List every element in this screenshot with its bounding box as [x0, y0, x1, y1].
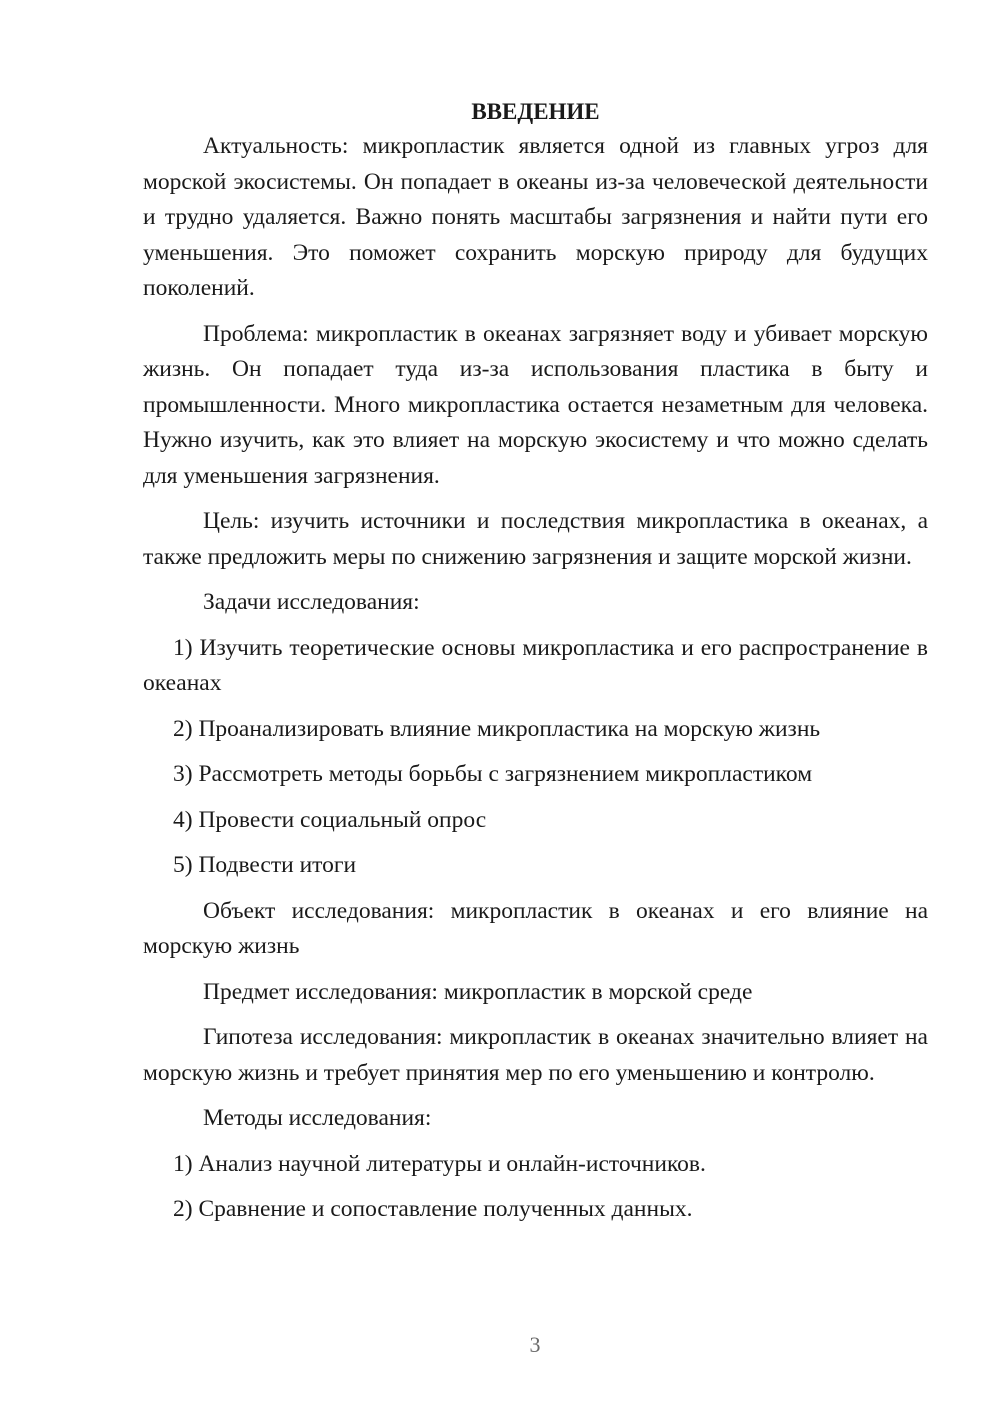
page-number: 3: [529, 1332, 541, 1357]
task-item-4: 4) Провести социальный опрос: [173, 806, 487, 833]
section-title: ВВЕДЕНИЕ: [471, 99, 600, 124]
object-paragraph: Объект исследования: микропластик в океанах и его влияние на морскую жизнь: [143, 897, 928, 959]
task-item-3: 3) Рассмотреть методы борьбы с загрязнением микропластиком: [173, 761, 813, 787]
task-item-1: 1) Изучить теоретические основы микропластика и его распространение в океанах: [143, 634, 928, 696]
task-item-5: 5) Подвести итоги: [173, 852, 357, 878]
hypothesis-paragraph: Гипотеза исследования: микропластик в океанах значительно влияет на морскую жизнь и требует принятия мер по его уменьшению и контролю.: [143, 1024, 928, 1086]
task-item-2: 2) Проанализировать влияние микропластика на морскую жизнь: [173, 715, 821, 742]
problem-paragraph: Проблема: микропластик в океанах загрязняет воду и убивает морскую жизнь. Он попадает туда из-за использования пластика в быту и промышленности. Много микропластика остается незаметным для человека. Нужно изучить, как это влияет на морскую экосистему и что можно сделать для уменьшения загрязнения.: [143, 320, 928, 489]
document-body: [143, 94, 928, 1238]
goal-paragraph: Цель: изучить источники и последствия микропластика в океанах, а также предложить меры по снижению загрязнения и защите морской жизни.: [143, 508, 928, 570]
relevance-paragraph: Актуальность: микропластик является одной из главных угроз для морской экосистемы. Он попадает в океаны из-за человеческой деятельности и трудно удаляется. Важно понять масштабы загрязнения и найти пути его уменьшения. Это поможет сохранить морскую природу для будущих поколений.: [143, 133, 928, 301]
tasks-heading: Задачи исследования:: [203, 589, 420, 615]
subject-paragraph: Предмет исследования: микропластик в морской среде: [203, 978, 753, 1005]
method-item-2: 2) Сравнение и сопоставление полученных данных.: [173, 1196, 693, 1222]
methods-heading: Методы исследования:: [203, 1105, 432, 1131]
method-item-1: 1) Анализ научной литературы и онлайн-источников.: [173, 1150, 706, 1177]
